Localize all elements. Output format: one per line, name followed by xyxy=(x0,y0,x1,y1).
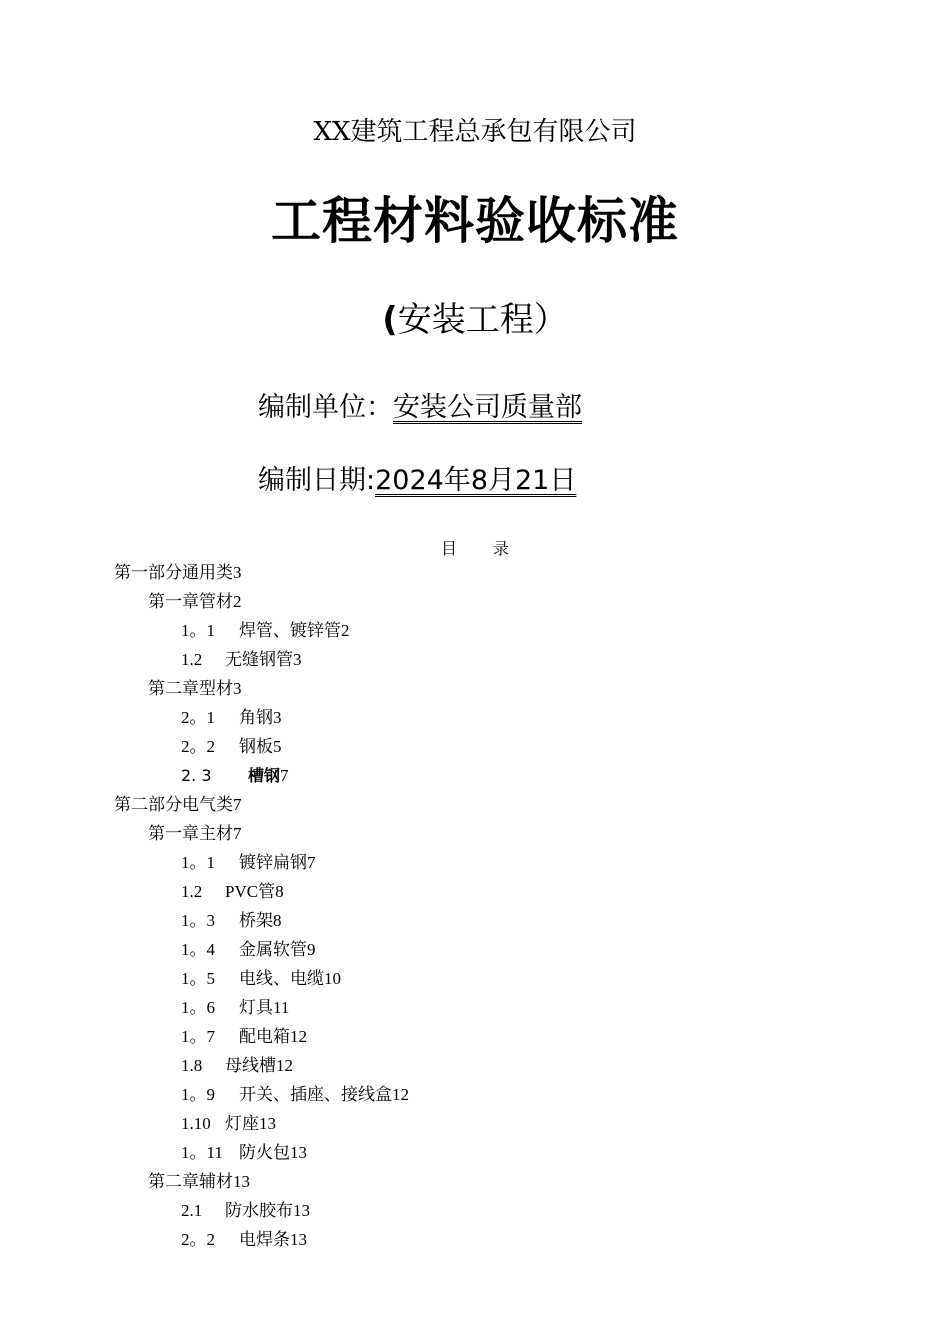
toc-entry-page: 13 xyxy=(259,1114,276,1133)
toc-chapter-auxiliary[interactable] xyxy=(0,1170,409,1199)
toc-section-item[interactable] xyxy=(0,909,409,938)
toc-entry-text: 第二章辅材 xyxy=(148,1172,233,1191)
toc-entry-number: 2. 3 xyxy=(181,766,212,785)
toc-section-item[interactable] xyxy=(0,996,409,1025)
compiling-date-line xyxy=(258,462,576,500)
toc-entry-page: 3 xyxy=(273,708,282,727)
toc-entry-page: 8 xyxy=(275,882,284,901)
toc-entry-page: 3 xyxy=(233,679,242,698)
toc-section-item[interactable] xyxy=(0,1112,409,1141)
toc-part-2[interactable] xyxy=(0,793,409,822)
toc-entry-text: 槽钢 xyxy=(248,766,281,785)
toc-entry-text: 灯座 xyxy=(225,1114,259,1133)
toc-entry-number: 1.2 xyxy=(181,882,203,901)
toc-entry-text: 桥架 xyxy=(239,911,273,930)
toc-entry-page: 10 xyxy=(324,969,341,988)
toc-entry-number: 2。2 xyxy=(181,1230,215,1249)
toc-entry-number: 1.8 xyxy=(181,1056,203,1075)
toc-entry-page: 2 xyxy=(233,592,242,611)
compiling-unit-value: 安装公司质量部 xyxy=(393,392,582,423)
toc-entry-text: 配电箱 xyxy=(239,1027,290,1046)
toc-entry-page: 13 xyxy=(293,1201,310,1220)
toc-entry-text: 防火包 xyxy=(239,1143,290,1162)
toc-section-item[interactable] xyxy=(0,1228,409,1257)
toc-entry-number: 2.1 xyxy=(181,1201,203,1220)
toc-entry-number: 1。3 xyxy=(181,911,215,930)
toc-section-item[interactable] xyxy=(0,967,409,996)
toc-entry-number: 1。4 xyxy=(181,940,215,959)
toc-entry-text: 开关、插座、接线盒 xyxy=(239,1085,392,1104)
subtitle-open-paren: ( xyxy=(382,300,398,340)
document-title: 工程材料验收标准 xyxy=(271,192,679,250)
toc-section-item[interactable] xyxy=(0,1199,409,1228)
toc-entry-text: 镀锌扁钢 xyxy=(239,853,307,872)
toc-entry-text: 第一章管材 xyxy=(148,592,233,611)
toc-entry-text: 第一章主材 xyxy=(148,824,233,843)
toc-section-item[interactable] xyxy=(0,619,409,648)
toc-entry-text: 焊管、镀锌管 xyxy=(239,621,341,640)
toc-chapter-pipes[interactable] xyxy=(0,590,409,619)
toc-section-item[interactable] xyxy=(0,648,409,677)
subtitle-text: 安装工程） xyxy=(397,300,568,340)
toc-section-item[interactable] xyxy=(0,1083,409,1112)
compiling-date-value: 2024年8月21日 xyxy=(375,465,577,496)
toc-entry-page: 2 xyxy=(341,621,350,640)
toc-chapter-main-materials[interactable] xyxy=(0,822,409,851)
toc-entry-page: 12 xyxy=(290,1027,307,1046)
toc-section-item[interactable] xyxy=(0,938,409,967)
toc-entry-number: 1。6 xyxy=(181,998,215,1017)
compiling-date-label: 编制日期: xyxy=(258,465,376,496)
toc-section-item[interactable] xyxy=(0,880,409,909)
toc-entry-text: 电线、电缆 xyxy=(239,969,324,988)
toc-entry-number: 1。1 xyxy=(181,853,215,872)
toc-entry-page: 11 xyxy=(273,998,290,1017)
toc-entry-text: 第二部分电气类 xyxy=(114,795,233,814)
toc-entry-text: 母线槽 xyxy=(225,1056,276,1075)
toc-entry-page: 3 xyxy=(233,563,242,582)
toc-section-item[interactable] xyxy=(0,706,409,735)
toc-entry-text: 灯具 xyxy=(239,998,273,1017)
toc-entry-number: 2。2 xyxy=(181,737,215,756)
toc-entry-text: 第一部分通用类 xyxy=(114,563,233,582)
company-name: XX建筑工程总承包有限公司 xyxy=(313,117,637,147)
table-of-contents xyxy=(0,561,409,1257)
toc-entry-page: 7 xyxy=(233,795,242,814)
toc-entry-text: 第二章型材 xyxy=(148,679,233,698)
toc-entry-number: 1.10 xyxy=(181,1114,211,1133)
toc-entry-number: 1。7 xyxy=(181,1027,215,1046)
toc-entry-page: 7 xyxy=(307,853,316,872)
toc-section-item[interactable] xyxy=(0,1025,409,1054)
toc-section-item[interactable] xyxy=(0,851,409,880)
toc-entry-text: 电焊条 xyxy=(239,1230,290,1249)
toc-entry-page: 5 xyxy=(273,737,282,756)
compiling-unit-label: 编制单位： xyxy=(258,392,393,423)
toc-entry-page: 7 xyxy=(280,766,289,785)
toc-entry-page: 7 xyxy=(233,824,242,843)
toc-section-item[interactable] xyxy=(0,764,409,793)
toc-entry-text: 角钢 xyxy=(239,708,273,727)
toc-heading xyxy=(0,538,950,560)
toc-entry-text: PVC管 xyxy=(225,882,276,901)
toc-entry-number: 1。9 xyxy=(181,1085,215,1104)
toc-section-item[interactable] xyxy=(0,1054,409,1083)
toc-entry-text: 金属软管 xyxy=(239,940,307,959)
toc-part-1[interactable] xyxy=(0,561,409,590)
toc-entry-text: 无缝钢管 xyxy=(225,650,293,669)
toc-entry-page: 13 xyxy=(233,1172,250,1191)
toc-entry-number: 1。11 xyxy=(181,1143,223,1162)
toc-entry-number: 1.2 xyxy=(181,650,203,669)
toc-section-item[interactable] xyxy=(0,735,409,764)
compiling-unit-line xyxy=(258,389,582,427)
toc-entry-page: 9 xyxy=(307,940,316,959)
toc-entry-page: 8 xyxy=(273,911,282,930)
toc-heading-left: 目 xyxy=(440,539,457,558)
toc-entry-text: 防水胶布 xyxy=(225,1201,293,1220)
toc-chapter-profiles[interactable] xyxy=(0,677,409,706)
toc-entry-page: 12 xyxy=(392,1085,409,1104)
toc-entry-page: 3 xyxy=(293,650,302,669)
toc-entry-number: 1。1 xyxy=(181,621,215,640)
toc-entry-page: 13 xyxy=(290,1143,307,1162)
toc-entry-page: 12 xyxy=(276,1056,293,1075)
document-subtitle xyxy=(0,296,950,344)
toc-heading-right: 录 xyxy=(493,539,510,558)
toc-entry-page: 13 xyxy=(290,1230,307,1249)
toc-entry-text: 钢板 xyxy=(239,737,273,756)
toc-entry-number: 1。5 xyxy=(181,969,215,988)
toc-entry-number: 2。1 xyxy=(181,708,215,727)
toc-section-item[interactable] xyxy=(0,1141,409,1170)
